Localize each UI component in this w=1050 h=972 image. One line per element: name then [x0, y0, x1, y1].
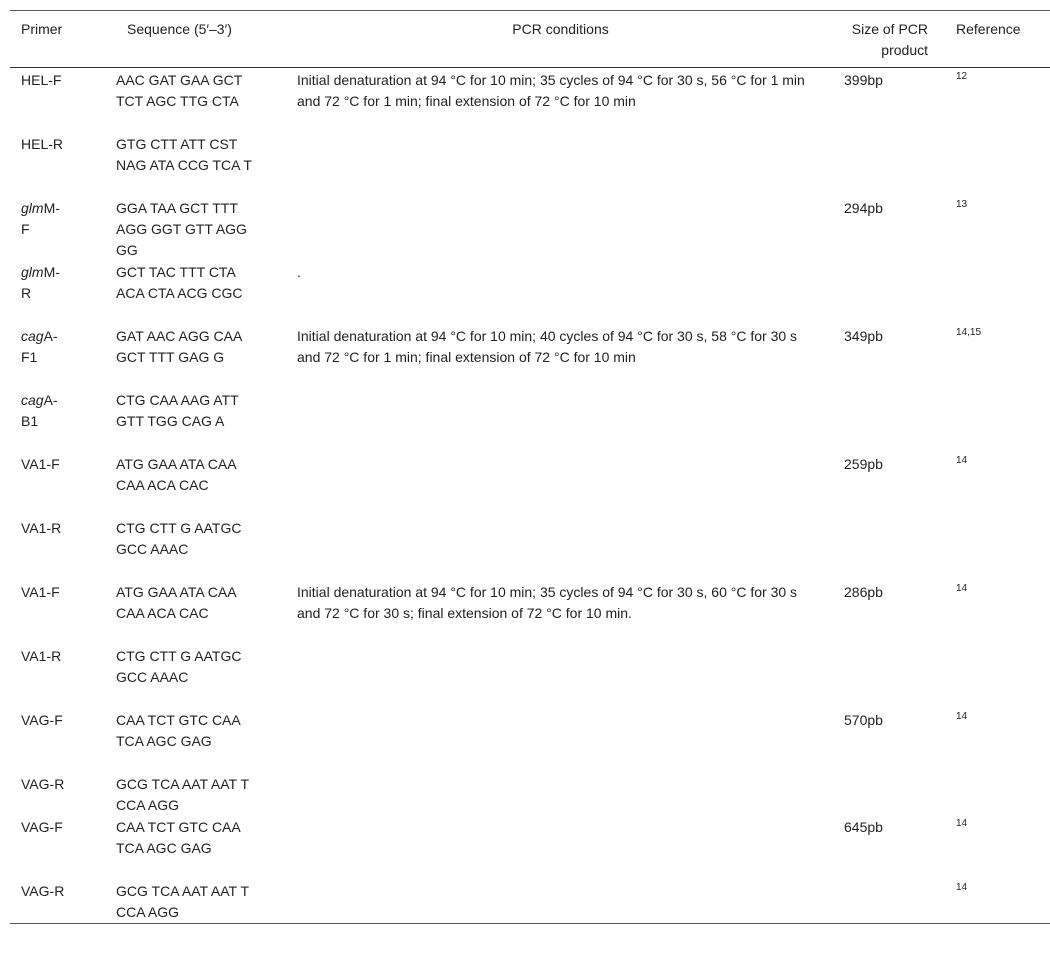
header-row [10, 11, 1050, 68]
primer-cell [10, 880, 116, 924]
table-row [10, 68, 1050, 134]
pcr-conditions-cell [297, 389, 844, 453]
primer-italic: glm [21, 264, 44, 280]
primer-name: M-F [21, 200, 60, 237]
table-row [10, 645, 1050, 709]
primer-name: A-B1 [21, 392, 58, 429]
primer-name: VA1-R [21, 648, 62, 664]
size-cell [844, 389, 956, 453]
sequence-cell: ATG GAA ATA CAA CAA ACA CAC [116, 456, 236, 493]
pcr-conditions-cell [297, 645, 844, 709]
reference-cell [956, 389, 1050, 453]
sequence-cell: GTG CTT ATT CST NAG ATA CCG TCA T [116, 136, 252, 173]
primer-name: HEL-R [21, 136, 64, 152]
sequence-cell: CTG CTT G AATGC GCC AAAC [116, 648, 242, 685]
size-cell: 645pb [844, 819, 883, 835]
primer-cell [10, 68, 116, 134]
size-cell: 294pb [844, 200, 883, 216]
table-row [10, 581, 1050, 645]
reference-cell [956, 261, 1050, 325]
size-cell: 286pb [844, 584, 883, 600]
reference-cell [956, 816, 1050, 880]
primer-name: M-R [21, 264, 60, 301]
header-pcr-conditions: PCR conditions [512, 21, 609, 37]
table-row [10, 325, 1050, 389]
table-row [10, 261, 1050, 325]
primer-cell [10, 261, 116, 325]
primer-cell [10, 133, 116, 197]
sequence-cell: GCG TCA AAT AAT T CCA AGG [116, 883, 249, 920]
size-cell [844, 261, 956, 325]
pcr-conditions-cell [297, 133, 844, 197]
primer-name: VAG-R [21, 883, 65, 899]
primer-cell [10, 325, 116, 389]
reference-cell [956, 197, 1050, 261]
primer-cell [10, 453, 116, 517]
reference-cell [956, 517, 1050, 581]
primer-cell [10, 517, 116, 581]
size-cell [844, 645, 956, 709]
table-row [10, 133, 1050, 197]
table-row [10, 709, 1050, 773]
pcr-conditions-cell [297, 880, 844, 924]
reference-superscript: 14,15 [956, 327, 982, 338]
size-cell [844, 880, 956, 924]
pcr-conditions-cell [297, 453, 844, 517]
table-row [10, 880, 1050, 924]
size-cell: 570pb [844, 712, 883, 728]
size-cell [844, 133, 956, 197]
reference-cell [956, 68, 1050, 134]
reference-superscript: 14 [956, 711, 968, 722]
sequence-cell: GCG TCA AAT AAT T CCA AGG [116, 776, 249, 813]
reference-cell [956, 581, 1050, 645]
sequence-cell: CTG CAA AAG ATT GTT TGG CAG A [116, 392, 239, 429]
primer-italic: cag [21, 392, 44, 408]
size-cell: 399bp [844, 72, 883, 88]
primer-name: HEL-F [21, 72, 62, 88]
pcr-conditions-cell [297, 816, 844, 880]
pcr-conditions-cell: . [297, 264, 301, 280]
primer-name: VAG-F [21, 712, 63, 728]
pcr-conditions-cell: Initial denaturation at 94 °C for 10 min; 35 cycles of 94 °C for 30 s, 60 °C for 30 s and 72 °C for 30 s; final extension of 72 °C for 10 min. [297, 584, 798, 621]
reference-cell [956, 325, 1050, 389]
reference-superscript: 14 [956, 818, 968, 829]
header-reference: Reference [956, 21, 1021, 37]
reference-superscript: 12 [956, 71, 968, 82]
pcr-conditions-cell: Initial denaturation at 94 °C for 10 min; 35 cycles of 94 °C for 30 s, 56 °C for 1 min and 72 °C for 1 min; final extension of 72 °C for 10 min [297, 72, 805, 109]
reference-cell [956, 709, 1050, 773]
size-cell [844, 517, 956, 581]
primer-name: VAG-F [21, 819, 63, 835]
table-header [10, 11, 1050, 68]
pcr-conditions-cell: Initial denaturation at 94 °C for 10 min; 40 cycles of 94 °C for 30 s, 58 °C for 30 s and 72 °C for 1 min; final extension of 72 °C for 10 min [297, 328, 798, 365]
primer-name: VA1-F [21, 584, 60, 600]
reference-superscript: 14 [956, 882, 968, 893]
sequence-cell: CAA TCT GTC CAA TCA AGC GAG [116, 712, 240, 749]
header-size: Size of PCR product [851, 21, 928, 58]
reference-cell [956, 645, 1050, 709]
size-cell: 259pb [844, 456, 883, 472]
size-cell [844, 773, 956, 816]
header-sequence: Sequence (5′–3′) [127, 21, 232, 37]
header-primer: Primer [21, 21, 63, 37]
reference-cell [956, 453, 1050, 517]
primer-italic: glm [21, 200, 44, 216]
table-row [10, 517, 1050, 581]
pcr-conditions-cell [297, 517, 844, 581]
sequence-cell: CAA TCT GTC CAA TCA AGC GAG [116, 819, 240, 856]
primer-cell [10, 709, 116, 773]
primer-cell [10, 645, 116, 709]
table-row [10, 197, 1050, 261]
primer-cell [10, 581, 116, 645]
reference-cell [956, 773, 1050, 816]
sequence-cell: AAC GAT GAA GCT TCT AGC TTG CTA [116, 72, 243, 109]
reference-cell [956, 133, 1050, 197]
primer-table [10, 10, 1050, 924]
sequence-cell: GAT AAC AGG CAA GCT TTT GAG G [116, 328, 242, 365]
primer-italic: cag [21, 328, 44, 344]
primer-cell [10, 816, 116, 880]
table-row [10, 816, 1050, 880]
primer-name: A-F1 [21, 328, 58, 365]
sequence-cell: ATG GAA ATA CAA CAA ACA CAC [116, 584, 236, 621]
pcr-conditions-cell [297, 773, 844, 816]
table-body [10, 68, 1050, 924]
table-row [10, 389, 1050, 453]
table-row [10, 453, 1050, 517]
pcr-conditions-cell [297, 709, 844, 773]
primer-name: VA1-R [21, 520, 62, 536]
table-row [10, 773, 1050, 816]
reference-superscript: 14 [956, 583, 968, 594]
sequence-cell: GCT TAC TTT CTA ACA CTA ACG CGC [116, 264, 243, 301]
primer-cell [10, 389, 116, 453]
primer-name: VA1-F [21, 456, 60, 472]
size-cell: 349pb [844, 328, 883, 344]
sequence-cell: CTG CTT G AATGC GCC AAAC [116, 520, 242, 557]
sequence-cell: GGA TAA GCT TTT AGG GGT GTT AGG GG [116, 200, 247, 258]
primer-cell [10, 197, 116, 261]
reference-superscript: 13 [956, 199, 968, 210]
primer-name: VAG-R [21, 776, 65, 792]
primer-table-container [10, 10, 1021, 924]
primer-cell [10, 773, 116, 816]
reference-cell [956, 880, 1050, 924]
reference-superscript: 14 [956, 455, 968, 466]
pcr-conditions-cell [297, 197, 844, 261]
